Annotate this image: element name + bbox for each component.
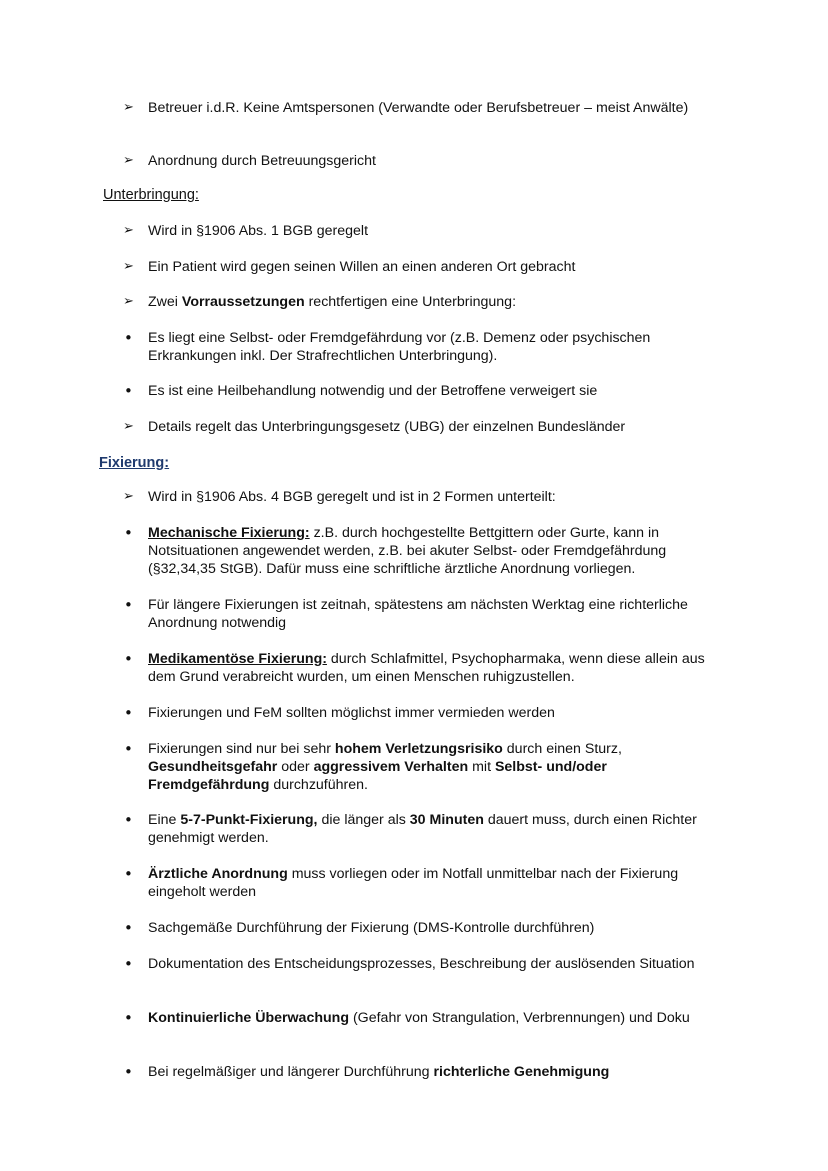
- list-item-text: Fixierungen sind nur bei sehr hohem Verletzungsrisiko durch einen Sturz, Gesundheitsgefahr oder aggressivem Verhalten mit Selbst- und/oder Fremdgefährdung durchzuführen.: [148, 741, 622, 793]
- list-item: [126, 811, 726, 847]
- arrow-bullet-icon: ➢: [123, 223, 134, 238]
- bullet-icon: •: [124, 811, 133, 829]
- list-item: [126, 382, 726, 400]
- section-heading-unterbringung: Unterbringung:: [103, 187, 199, 203]
- list-item: [126, 704, 726, 722]
- list-item: [123, 99, 726, 117]
- list-item: [126, 865, 726, 901]
- list-item-text: Für längere Fixierungen ist zeitnah, spätestens am nächsten Werktag eine richterliche Anordnung notwendig: [148, 597, 688, 631]
- list-item: [126, 919, 726, 937]
- list-item-text: Betreuer i.d.R. Keine Amtspersonen (Verwandte oder Berufsbetreuer – meist Anwälte): [148, 100, 689, 116]
- bullet-icon: •: [124, 329, 133, 347]
- arrow-bullet-icon: ➢: [123, 419, 134, 434]
- list-item-text: Ärztliche Anordnung muss vorliegen oder im Notfall unmittelbar nach der Fixierung eingeholt werden: [148, 866, 679, 900]
- list-item-text: Details regelt das Unterbringungsgesetz (UBG) der einzelnen Bundesländer: [148, 419, 626, 435]
- arrow-bullet-icon: ➢: [123, 100, 134, 115]
- bullet-icon: •: [124, 955, 133, 973]
- list-item-text: Sachgemäße Durchführung der Fixierung (DMS-Kontrolle durchführen): [148, 920, 595, 936]
- list-item-text: Es liegt eine Selbst- oder Fremdgefährdung vor (z.B. Demenz oder psychischen Erkrankungen inkl. Der Strafrechtlichen Unterbringung).: [148, 330, 651, 364]
- arrow-bullet-icon: ➢: [123, 153, 134, 168]
- bullet-icon: •: [124, 704, 133, 722]
- bullet-icon: •: [124, 865, 133, 883]
- list-item: [126, 740, 726, 794]
- list-item: [123, 418, 726, 436]
- bullet-icon: •: [124, 1009, 133, 1027]
- list-item: [126, 329, 726, 365]
- list-item: [123, 293, 726, 311]
- list-item: [126, 596, 726, 632]
- section-heading-fixierung: Fixierung:: [99, 455, 170, 471]
- list-item: [123, 222, 726, 240]
- bullet-icon: •: [124, 1063, 133, 1081]
- list-item: [123, 488, 726, 506]
- list-item: [126, 650, 726, 686]
- list-item-text: Anordnung durch Betreuungsgericht: [148, 153, 376, 169]
- list-item-text: Ein Patient wird gegen seinen Willen an einen anderen Ort gebracht: [148, 259, 576, 275]
- bullet-icon: •: [124, 919, 133, 937]
- list-item-text: Fixierungen und FeM sollten möglichst immer vermieden werden: [148, 705, 555, 721]
- list-item-text: Bei regelmäßiger und längerer Durchführung richterliche Genehmigung: [148, 1064, 610, 1080]
- arrow-bullet-icon: ➢: [123, 259, 134, 274]
- list-item-text: Zwei Vorraussetzungen rechtfertigen eine Unterbringung:: [148, 294, 517, 310]
- list-item-text: Mechanische Fixierung: z.B. durch hochgestellte Bettgittern oder Gurte, kann in Notsituationen angewendet werden, z.B. bei akuter Selbst- oder Fremdgefährdung (§32,34,35 StGB). Dafür muss eine schriftliche ärztliche Anordnung vorliegen.: [148, 525, 667, 577]
- bullet-icon: •: [124, 596, 133, 614]
- list-item-text: Wird in §1906 Abs. 4 BGB geregelt und ist in 2 Formen unterteilt:: [148, 489, 556, 505]
- list-item-text: Medikamentöse Fixierung: durch Schlafmittel, Psychopharmaka, wenn diese allein aus dem Grund verabreicht wurden, um einen Menschen ruhigzustellen.: [148, 651, 705, 685]
- list-item-text: Es ist eine Heilbehandlung notwendig und der Betroffene verweigert sie: [148, 383, 598, 399]
- list-item-text: Eine 5-7-Punkt-Fixierung, die länger als 30 Minuten dauert muss, durch einen Richter genehmigt werden.: [148, 812, 697, 846]
- list-item-text: Dokumentation des Entscheidungsprozesses, Beschreibung der auslösenden Situation: [148, 956, 695, 972]
- bullet-icon: •: [124, 524, 133, 542]
- list-item: [126, 955, 726, 973]
- list-item-text: Kontinuierliche Überwachung (Gefahr von Strangulation, Verbrennungen) und Doku: [148, 1010, 690, 1026]
- list-item: [126, 1063, 726, 1081]
- list-item: [123, 258, 726, 276]
- bullet-icon: •: [124, 740, 133, 758]
- bullet-icon: •: [124, 650, 133, 668]
- bullet-icon: •: [124, 382, 133, 400]
- list-item: [126, 524, 726, 578]
- list-item: [126, 1009, 726, 1027]
- arrow-bullet-icon: ➢: [123, 294, 134, 309]
- arrow-bullet-icon: ➢: [123, 489, 134, 504]
- list-item: [123, 152, 726, 170]
- list-item-text: Wird in §1906 Abs. 1 BGB geregelt: [148, 223, 369, 239]
